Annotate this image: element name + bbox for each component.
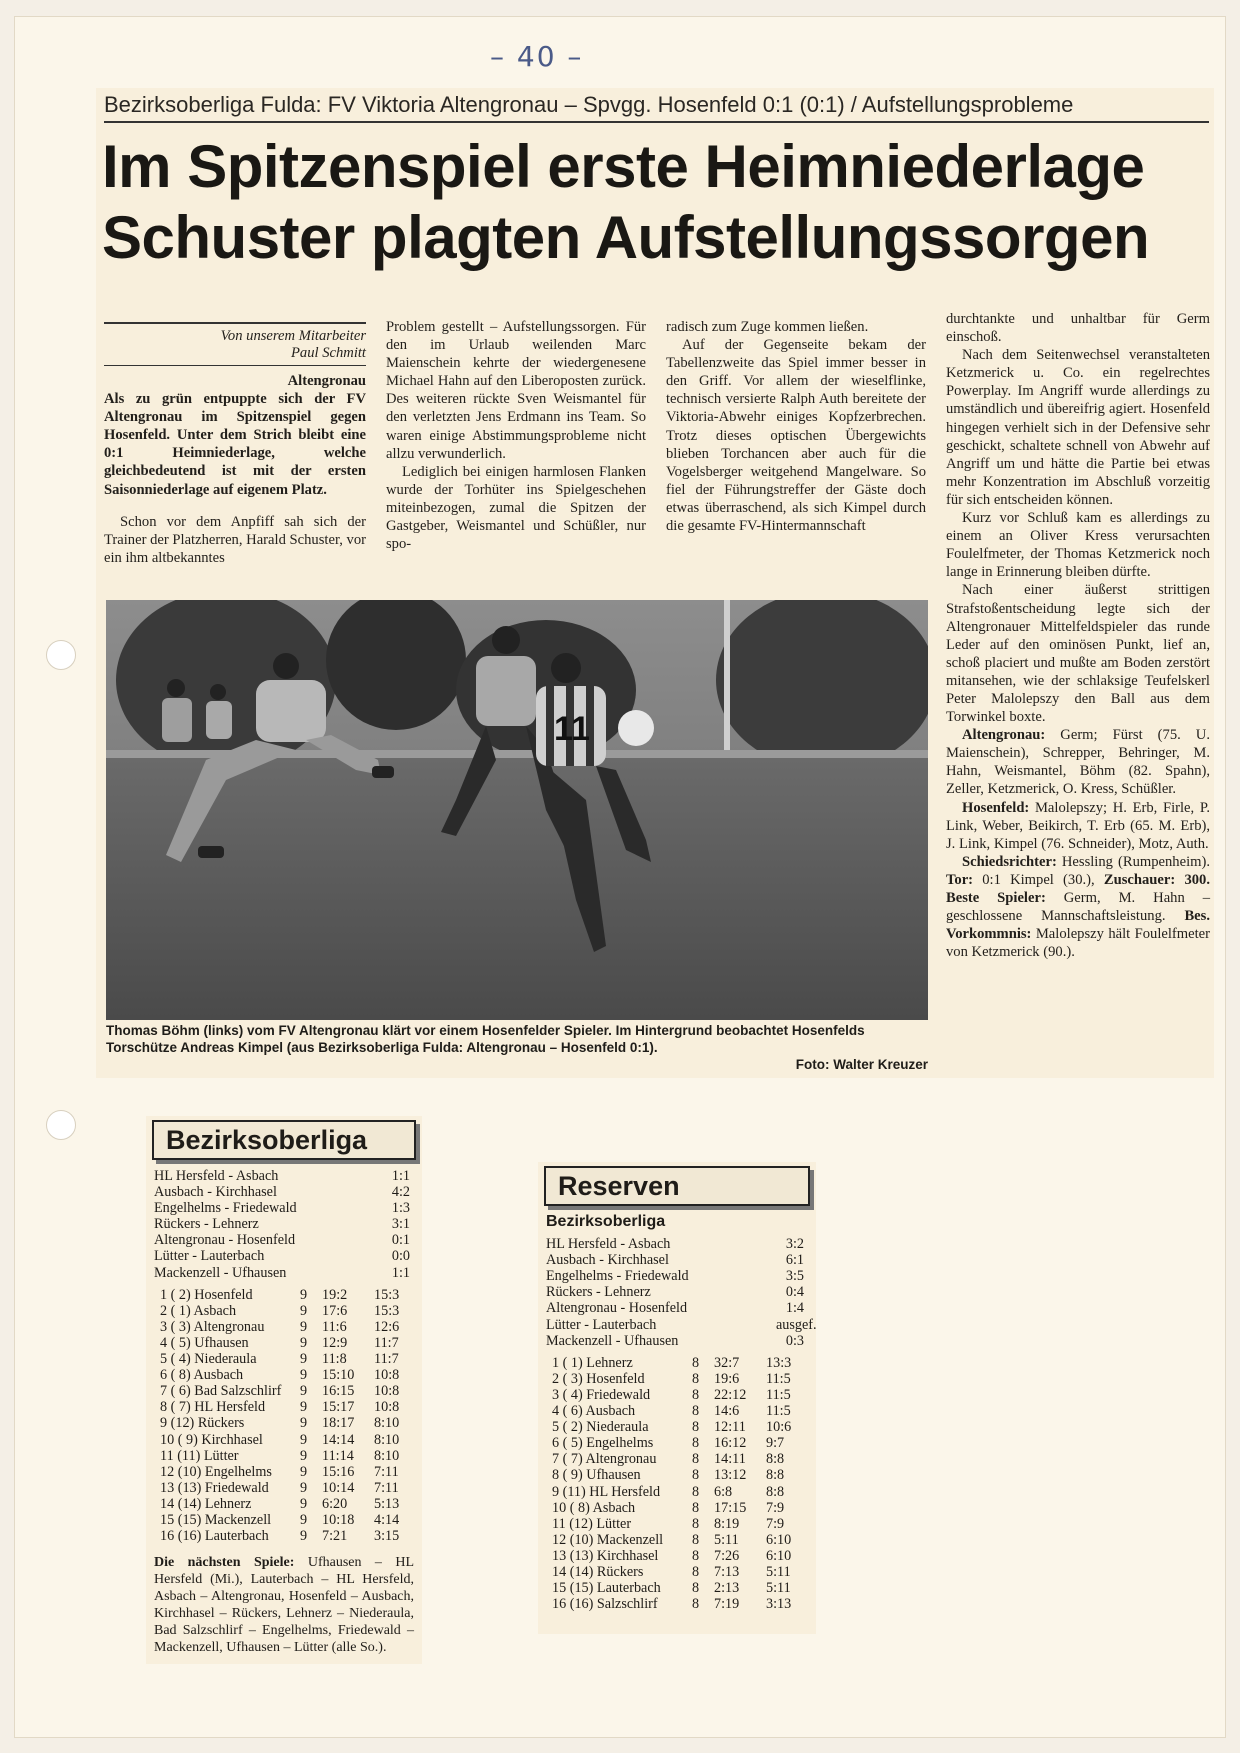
standings-goals: 19:6 xyxy=(714,1370,740,1387)
standings-games: 9 xyxy=(300,1511,308,1528)
standings-pts: 10:6 xyxy=(766,1419,792,1436)
standings-name: 4 ( 6) Ausbach xyxy=(552,1403,636,1420)
standings-pts: 13:3 xyxy=(766,1354,792,1371)
standings-name: 2 ( 1) Asbach xyxy=(160,1302,237,1319)
lineup-hosenfeld-players: Malolepszy; H. Erb, Firle, P. Link, Weber, Beikirch, T. Erb (65. M. Erb), J. Link, Kimpel (76. Schneider), Motz, Auth. xyxy=(946,799,1210,852)
result-row xyxy=(146,1232,422,1248)
standings-pts: 10:8 xyxy=(374,1367,400,1384)
standings-goals: 18:17 xyxy=(322,1415,355,1432)
standings-pts: 7:11 xyxy=(374,1463,399,1480)
standings-games: 8 xyxy=(692,1563,700,1580)
standings-games: 9 xyxy=(300,1399,308,1416)
result-score: 3:1 xyxy=(391,1216,410,1233)
referee-label: Schiedsrichter: xyxy=(962,853,1057,870)
standings-pts: 6:10 xyxy=(766,1531,792,1548)
standings-row xyxy=(146,1464,422,1480)
standings-name: 11 (11) Lütter xyxy=(160,1447,239,1464)
next-games xyxy=(146,1544,422,1656)
standings-games: 8 xyxy=(692,1515,700,1532)
standings-row xyxy=(146,1415,422,1431)
standings-goals: 15:16 xyxy=(322,1463,355,1480)
standings-row xyxy=(146,1528,422,1544)
result-score: 0:0 xyxy=(391,1248,410,1265)
standings-row xyxy=(538,1371,816,1387)
standings-pts: 11:5 xyxy=(766,1403,791,1420)
standings-pts: 10:8 xyxy=(374,1383,400,1400)
standings-pts: 8:8 xyxy=(766,1451,785,1468)
result-row xyxy=(538,1268,816,1284)
standings-pts: 7:11 xyxy=(374,1479,399,1496)
result-row xyxy=(146,1184,422,1200)
standings-row xyxy=(538,1548,816,1564)
standings-row xyxy=(146,1496,422,1512)
standings-name: 7 ( 7) Altengronau xyxy=(552,1451,657,1468)
standings-pts: 3:15 xyxy=(374,1528,400,1545)
standings-games: 9 xyxy=(300,1447,308,1464)
standings-pts: 8:10 xyxy=(374,1431,400,1448)
standings-name: 13 (13) Kirchhasel xyxy=(552,1547,659,1564)
standings-pts: 11:7 xyxy=(374,1334,399,1351)
article-paragraph-7: Nach dem Seitenwechsel veranstalteten Ketzmerick u. Co. ein regelrechtes Powerplay. Im Angriff wurde allerdings zu umständlich und übereifrig agiert. Hosenfeld hingegen verhielt sich in der Defensive sehr geschickt, schaltete schnell von Abwehr auf Angriff um und hätte die Partie bei etwas mehr Konzentration im Abschluß vorzeitig für sich entscheiden können. xyxy=(946,347,1210,508)
spectators-label: Zuschauer: xyxy=(1103,871,1176,888)
best-players-label: Beste Spieler: xyxy=(946,890,1046,906)
spectators: 300. xyxy=(1184,871,1210,888)
standings-row xyxy=(146,1480,422,1496)
league-results xyxy=(146,1168,422,1281)
result-score: 1:1 xyxy=(391,1168,410,1184)
lineup-altengronau-label: Altengronau: xyxy=(962,727,1046,744)
standings-pts: 7:9 xyxy=(766,1515,785,1532)
standings-name: 13 (13) Friedewald xyxy=(160,1479,269,1496)
standings-name: 15 (15) Mackenzell xyxy=(160,1511,272,1528)
standings-row xyxy=(538,1484,816,1500)
article-paragraph-5: Auf der Gegenseite bekam der Tabellenzweite das Spiel immer besser in den Griff. Vor allem der wieselflinke, technisch versierte Ralph Auth bereitete der Viktoria-Abwehr einiges Kopfzerbrechen. Trotz dieses optischen Übergewichts blieben Torchancen aber auch für die Vogelsberger weitgehend Mangelware. So fiel der Führungstreffer der Gäste doch etwas überraschend, als sich Kimpel durch die gesamte FV-Hintermannschaft xyxy=(666,337,926,535)
standings-goals: 14:11 xyxy=(714,1451,746,1468)
photo-credit: Foto: Walter Kreuzer xyxy=(795,1057,928,1072)
result-score: 3:5 xyxy=(785,1268,804,1285)
standings-games: 8 xyxy=(692,1483,700,1500)
result-match: Altengronau - Hosenfeld xyxy=(546,1300,688,1317)
standings-row xyxy=(538,1435,816,1451)
handwritten-page-number: – 40 – xyxy=(490,40,584,73)
next-games-label: Die nächsten Spiele: xyxy=(154,1555,295,1571)
standings-games: 8 xyxy=(692,1403,700,1420)
result-match: Rückers - Lehnerz xyxy=(154,1216,259,1233)
standings-pts: 15:3 xyxy=(374,1286,400,1303)
standings-games: 8 xyxy=(692,1386,700,1403)
standings-games: 9 xyxy=(300,1334,308,1351)
article-column-2 xyxy=(386,318,646,553)
result-score: 4:2 xyxy=(391,1184,410,1201)
article-column-1 xyxy=(104,322,366,567)
standings-goals: 11:14 xyxy=(322,1447,354,1464)
result-match: Ausbach - Kirchhasel xyxy=(154,1184,277,1201)
standings-games: 9 xyxy=(300,1479,308,1496)
match-facts xyxy=(946,853,1210,962)
standings-games: 9 xyxy=(300,1528,308,1545)
standings-games: 8 xyxy=(692,1547,700,1564)
result-match: HL Hersfeld - Asbach xyxy=(546,1236,671,1253)
standings-row xyxy=(146,1351,422,1367)
result-match: Rückers - Lehnerz xyxy=(546,1284,651,1301)
standings-pts: 8:10 xyxy=(374,1415,400,1432)
article-headline xyxy=(102,132,1212,274)
standings-pts: 8:10 xyxy=(374,1447,400,1464)
standings-pts: 6:10 xyxy=(766,1547,792,1564)
standings-name: 10 ( 8) Asbach xyxy=(552,1499,636,1516)
standings-row xyxy=(538,1532,816,1548)
standings-goals: 7:19 xyxy=(714,1596,740,1613)
result-score: 0:1 xyxy=(391,1232,410,1249)
standings-name: 15 (15) Lauterbach xyxy=(552,1580,661,1597)
article-paragraph-2: Problem gestellt – Aufstellungssorgen. Für den im Urlaub weilenden Marc Maienschein kehrte der wiedergenesene Michael Hahn auf den Liberoposten zurück. Des weiteren rückte Sven Weismantel für den verletzten Jens Erdmann ins Team. So waren einige Abstimmungsprobleme nicht allzu verwunderlich. xyxy=(386,319,646,462)
reserves-subtitle: Bezirksoberliga xyxy=(546,1213,666,1230)
standings-goals: 12:9 xyxy=(322,1334,348,1351)
standings-goals: 6:8 xyxy=(714,1483,733,1500)
standings-games: 9 xyxy=(300,1431,308,1448)
standings-goals: 7:13 xyxy=(714,1563,740,1580)
standings-games: 9 xyxy=(300,1318,308,1335)
standings-pts: 8:8 xyxy=(766,1483,785,1500)
standings-goals: 11:6 xyxy=(322,1318,347,1335)
standings-row xyxy=(538,1500,816,1516)
standings-goals: 14:14 xyxy=(322,1431,355,1448)
result-match: Engelhelms - Friedewald xyxy=(546,1268,689,1285)
dateline: Altengronau xyxy=(287,373,366,389)
standings-goals: 15:10 xyxy=(322,1367,355,1384)
standings-name: 12 (10) Engelhelms xyxy=(160,1463,272,1480)
article-lead: Als zu grün entpuppte sich der FV Altengronau im Spitzenspiel gegen Hosenfeld. Unter dem Strich bleibt eine 0:1 Heimniederlage, welche gleichbedeutend ist mit der ersten Saisonniederlage auf eigenem Platz. xyxy=(104,391,366,498)
standings-name: 9 (12) Rückers xyxy=(160,1415,245,1432)
standings-name: 3 ( 3) Altengronau xyxy=(160,1318,265,1335)
match-photo-illustration xyxy=(106,600,928,1020)
lineup-hosenfeld xyxy=(946,799,1210,853)
goal-label: Tor: xyxy=(946,871,974,888)
standings-goals: 17:6 xyxy=(322,1302,348,1319)
league-standings xyxy=(146,1287,422,1545)
standings-goals: 5:11 xyxy=(714,1531,739,1548)
standings-games: 8 xyxy=(692,1451,700,1468)
standings-games: 9 xyxy=(300,1463,308,1480)
standings-pts: 11:7 xyxy=(374,1351,399,1368)
article-paragraph-9: Nach einer äußerst strittigen Strafstoßentscheidung legte sich der Altengronauer Mittelfeldspieler das runde Leder auf den ominösen Punkt, lief an, schoß placiert und mußte am Boden zerstört mitansehen, wie der schlaksige Teufelskerl Peter Malolepszy den Ball aus dem Torwinkel boxte. xyxy=(946,582,1210,726)
standings-name: 5 ( 4) Niederaula xyxy=(160,1351,257,1368)
reserves-results xyxy=(538,1236,816,1349)
result-row xyxy=(146,1168,422,1184)
standings-games: 8 xyxy=(692,1580,700,1597)
standings-games: 9 xyxy=(300,1286,308,1303)
photo-caption xyxy=(106,1022,928,1073)
standings-name: 10 ( 9) Kirchhasel xyxy=(160,1431,263,1448)
best-players: Germ, M. Hahn – geschlossene Mannschaftsleistung. xyxy=(946,890,1211,925)
standings-games: 8 xyxy=(692,1499,700,1516)
standings-row xyxy=(146,1335,422,1351)
result-row xyxy=(538,1300,816,1316)
standings-row xyxy=(146,1367,422,1383)
article-column-3 xyxy=(666,318,926,535)
standings-row xyxy=(146,1512,422,1528)
standings-games: 8 xyxy=(692,1435,700,1452)
standings-goals: 6:20 xyxy=(322,1495,348,1512)
result-match: HL Hersfeld - Asbach xyxy=(154,1168,279,1184)
standings-pts: 12:6 xyxy=(374,1318,400,1335)
standings-row xyxy=(538,1564,816,1580)
standings-name: 11 (12) Lütter xyxy=(552,1515,632,1532)
standings-goals: 12:11 xyxy=(714,1419,746,1436)
result-row xyxy=(146,1248,422,1264)
standings-goals: 14:6 xyxy=(714,1403,740,1420)
lineup-hosenfeld-label: Hosenfeld: xyxy=(962,799,1030,816)
byline-rule xyxy=(104,322,366,324)
standings-goals: 13:12 xyxy=(714,1467,747,1484)
headline-line-2: Schuster plagten Aufstellungssorgen xyxy=(102,203,1150,271)
headline-line-1: Im Spitzenspiel erste Heimniederlage xyxy=(102,133,1145,200)
standings-pts: 5:11 xyxy=(766,1563,791,1580)
league-table-box xyxy=(146,1116,422,1664)
standings-games: 8 xyxy=(692,1531,700,1548)
standings-goals: 7:21 xyxy=(322,1528,348,1545)
lineup-altengronau-players: Germ; Fürst (75. U. Maienschein), Schrepper, Behringer, M. Hahn, Weismantel, Böhm (82. Spahn), Zeller, Ketzmerick, O. Kress, Schüßler. xyxy=(946,727,1210,798)
special-event-label: Bes. Vorkommnis: xyxy=(946,908,1210,943)
result-match: Mackenzell - Ufhausen xyxy=(154,1264,287,1281)
standings-row xyxy=(538,1467,816,1483)
standings-name: 6 ( 5) Engelhelms xyxy=(552,1435,654,1452)
standings-games: 8 xyxy=(692,1419,700,1436)
standings-row xyxy=(538,1419,816,1435)
standings-games: 9 xyxy=(300,1383,308,1400)
result-match: Lütter - Lauterbach xyxy=(546,1316,657,1333)
standings-games: 9 xyxy=(300,1302,308,1319)
article-paragraph-1: Schon vor dem Anpfiff sah sich der Trainer der Platzherren, Harald Schuster, vor ein ihm altbekanntes xyxy=(104,513,366,566)
result-match: Ausbach - Kirchhasel xyxy=(546,1252,669,1269)
standings-games: 8 xyxy=(692,1370,700,1387)
standings-row xyxy=(146,1399,422,1415)
standings-row xyxy=(538,1451,816,1467)
standings-goals: 10:14 xyxy=(322,1479,355,1496)
byline xyxy=(104,328,366,362)
standings-games: 9 xyxy=(300,1495,308,1512)
standings-games: 8 xyxy=(692,1596,700,1613)
standings-goals: 7:26 xyxy=(714,1547,740,1564)
standings-name: 3 ( 4) Friedewald xyxy=(552,1386,651,1403)
standings-row xyxy=(538,1355,816,1371)
standings-row xyxy=(146,1448,422,1464)
reserves-standings xyxy=(538,1355,816,1613)
standings-name: 1 ( 1) Lehnerz xyxy=(552,1354,633,1371)
standings-row xyxy=(538,1403,816,1419)
standings-name: 1 ( 2) Hosenfeld xyxy=(160,1286,253,1303)
result-score: 6:1 xyxy=(785,1252,804,1269)
result-row xyxy=(146,1216,422,1232)
punch-hole-top xyxy=(46,640,76,670)
standings-name: 16 (16) Lauterbach xyxy=(160,1528,269,1545)
standings-row xyxy=(538,1516,816,1532)
standings-pts: 3:13 xyxy=(766,1596,792,1613)
standings-pts: 11:5 xyxy=(766,1370,791,1387)
result-row xyxy=(146,1265,422,1281)
photo-caption-text: Thomas Böhm (links) vom FV Altengronau klärt vor einem Hosenfelder Spieler. Im Hintergrund beobachtet Hosenfelds Torschütze Andreas Kimpel (aus Bezirksoberliga Fulda: Altengronau – Hosenfeld 0:1). xyxy=(106,1023,865,1055)
jersey-number: 11 xyxy=(554,710,590,748)
standings-pts: 15:3 xyxy=(374,1302,400,1319)
byline-rule-bottom xyxy=(104,365,366,366)
standings-games: 9 xyxy=(300,1351,308,1368)
lineup-altengronau xyxy=(946,726,1210,798)
result-row xyxy=(538,1333,816,1349)
standings-pts: 10:8 xyxy=(374,1399,400,1416)
result-score: 0:3 xyxy=(785,1332,804,1349)
standings-name: 5 ( 2) Niederaula xyxy=(552,1419,649,1436)
standings-games: 8 xyxy=(692,1354,700,1371)
result-row xyxy=(538,1252,816,1268)
standings-name: 16 (16) Salzschlirf xyxy=(552,1596,658,1613)
byline-line-1: Von unserem Mitarbeiter xyxy=(220,328,366,344)
standings-goals: 22:12 xyxy=(714,1386,747,1403)
standings-goals: 2:13 xyxy=(714,1580,740,1597)
standings-goals: 10:18 xyxy=(322,1511,355,1528)
result-match: Altengronau - Hosenfeld xyxy=(154,1232,296,1249)
result-row xyxy=(538,1317,816,1333)
standings-goals: 15:17 xyxy=(322,1399,355,1416)
standings-pts: 9:7 xyxy=(766,1435,785,1452)
referee: Hessling (Rumpenheim). xyxy=(1061,853,1210,870)
standings-goals: 11:8 xyxy=(322,1351,347,1368)
standings-games: 9 xyxy=(300,1415,308,1432)
standings-name: 4 ( 5) Ufhausen xyxy=(160,1334,249,1351)
standings-row xyxy=(538,1580,816,1596)
article-paragraph-6: durchtankte und unhaltbar für Germ einschoß. xyxy=(946,311,1210,346)
result-score: ausgef. xyxy=(776,1316,817,1333)
reserves-table-title: Reserven xyxy=(544,1166,810,1206)
match-photo xyxy=(106,600,928,1020)
result-match: Mackenzell - Ufhausen xyxy=(546,1332,679,1349)
result-score: 1:3 xyxy=(391,1200,410,1217)
standings-pts: 5:13 xyxy=(374,1495,400,1512)
article-paragraph-4: radisch zum Zuge kommen ließen. xyxy=(666,319,869,335)
article-paragraph-3: Lediglich bei einigen harmlosen Flanken wurde der Torhüter ins Spielgeschehen miteinbezogen, zumal die Spitzen der Gastgeber, Weismantel und Schüßler, nur spo- xyxy=(386,463,646,553)
standings-row xyxy=(538,1387,816,1403)
standings-goals: 16:12 xyxy=(714,1435,747,1452)
standings-row xyxy=(146,1303,422,1319)
result-row xyxy=(538,1236,816,1252)
standings-name: 14 (14) Rückers xyxy=(552,1563,644,1580)
standings-name: 6 ( 8) Ausbach xyxy=(160,1367,244,1384)
standings-goals: 32:7 xyxy=(714,1354,740,1371)
standings-goals: 8:19 xyxy=(714,1515,740,1532)
result-match: Lütter - Lauterbach xyxy=(154,1248,265,1265)
standings-name: 9 (11) HL Hersfeld xyxy=(552,1483,661,1500)
standings-pts: 7:9 xyxy=(766,1499,785,1516)
result-row xyxy=(146,1200,422,1216)
standings-name: 12 (10) Mackenzell xyxy=(552,1531,664,1548)
next-games-list: Ufhausen – HL Hersfeld (Mi.), Lauterbach – HL Hersfeld, Asbach – Altengronau, Hosenfeld – Ausbach, Kirchhasel – Rückers, Lehnerz – Niederaula, Bad Salzschlirf – Engelhelms, Friedewald – Mackenzell, Ufhausen – Lütter (alle So.). xyxy=(154,1555,415,1656)
standings-goals: 17:15 xyxy=(714,1499,747,1516)
result-row xyxy=(538,1284,816,1300)
standings-pts: 5:11 xyxy=(766,1580,791,1597)
standings-row xyxy=(146,1319,422,1335)
standings-name: 2 ( 3) Hosenfeld xyxy=(552,1370,645,1387)
result-score: 1:4 xyxy=(785,1300,804,1317)
result-score: 1:1 xyxy=(391,1264,410,1281)
standings-goals: 16:15 xyxy=(322,1383,355,1400)
standings-row xyxy=(146,1383,422,1399)
standings-name: 14 (14) Lehnerz xyxy=(160,1495,252,1512)
special-event: Malolepszy hält Foulelfmeter von Ketzmerick (90.). xyxy=(946,926,1210,961)
standings-row xyxy=(146,1432,422,1448)
article-kicker: Bezirksoberliga Fulda: FV Viktoria Altengronau – Spvgg. Hosenfeld 0:1 (0:1) / Aufstellungsprobleme xyxy=(104,92,1209,123)
standings-games: 8 xyxy=(692,1467,700,1484)
result-score: 0:4 xyxy=(785,1284,804,1301)
punch-hole-bottom xyxy=(46,1110,76,1140)
article-paragraph-8: Kurz vor Schluß kam es allerdings zu einem an Oliver Kress verursachten Foulelfmeter, der Thomas Ketzmerick noch lange in Erinnerung bleiben dürfte. xyxy=(946,510,1210,581)
standings-pts: 11:5 xyxy=(766,1386,791,1403)
byline-author: Paul Schmitt xyxy=(291,345,366,361)
result-match: Engelhelms - Friedewald xyxy=(154,1200,297,1217)
standings-name: 7 ( 6) Bad Salzschlirf xyxy=(160,1383,282,1400)
standings-row xyxy=(146,1287,422,1303)
reserves-table-box xyxy=(538,1162,816,1634)
standings-pts: 8:8 xyxy=(766,1467,785,1484)
result-score: 3:2 xyxy=(785,1236,804,1253)
goal: 0:1 Kimpel (30.), xyxy=(982,871,1095,888)
standings-games: 9 xyxy=(300,1367,308,1384)
standings-name: 8 ( 7) HL Hersfeld xyxy=(160,1399,266,1416)
standings-name: 8 ( 9) Ufhausen xyxy=(552,1467,641,1484)
article-column-4 xyxy=(946,310,1210,961)
league-table-title: Bezirksoberliga xyxy=(152,1120,416,1160)
standings-pts: 4:14 xyxy=(374,1511,400,1528)
standings-goals: 19:2 xyxy=(322,1286,348,1303)
standings-row xyxy=(538,1596,816,1612)
